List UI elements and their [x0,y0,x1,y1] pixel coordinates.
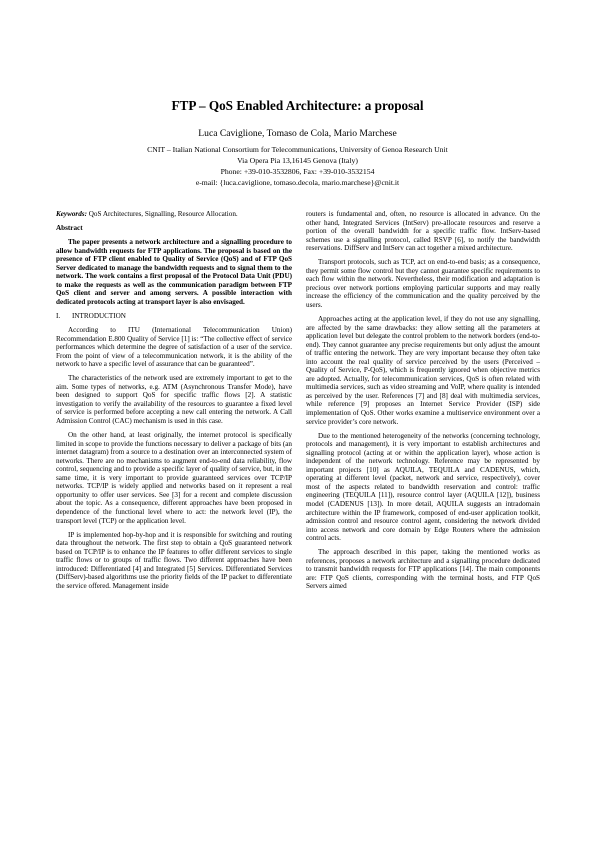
affiliation: CNIT – Italian National Consortium for Telecommunications, University of Genoa Research Unit [147,145,448,154]
section-title: INTRODUCTION [72,311,126,320]
paragraph: Approaches acting at the application level, if they do not use any signalling, are affected by the same drawbacks: they allow setting all the parameters at application level but delegate the control problem to the network borders (end-to-end). They cannot guarantee any precise requirements but only adjust the amount of traffic entering the network. They are very important because they often take into account the real quality of service perceived by the users (Perceived – Quality of Service, P-QoS), which is frequently ignored when objective metrics are adopted. Actually, for telecommunication services, QoS is often related with multimedia services, such as video streaming and VoIP, where quality is intended as perceived by the user. References [7] and [8] deal with multimedia services, while reference [9] proposes an Internet Service Provider (ISP) side implementation of QoS. Other works examine a multiservice environment over a service provider’s core network. [306,315,540,426]
keywords-text: QoS Architectures, Signalling, Resource Allocation. [86,210,238,218]
right-column [306,210,540,596]
keywords [56,210,292,219]
author-list: Luca Caviglione, Tomaso de Cola, Mario Marchese [198,128,397,139]
email-line: e-mail: {luca.caviglione, tomaso.decola, mario.marchese}@cnit.it [195,178,400,187]
abstract-text: The paper presents a network architecture and a signalling procedure to allow bandwidth requests for FTP applications. The proposal is based on the presence of FTP client enabled to Quality of Service (QoS) and of FTP QoS Server dedicated to manage the bandwidth requests and to signal them to the network. The work contains a first proposal of the Protocol Data Unit (PDU) to make the requests as well as the communication paradigm between FTP QoS client and server and among servers. A possible interaction with dedicated protocols acting at transport layer is also envisaged. [56,238,292,306]
left-column [56,210,292,596]
section-heading [56,312,292,321]
paragraph: Due to the mentioned heterogeneity of the networks (concerning technology, protocols and management), it is very important to establish architectures and signalling protocol (acting at or within the application layer), whose action is independent of the network technology. Reference may be represented by important projects [10] as AQUILA, TEQUILA and CADENUS, which, operating at different level (packet, network and service, respectively), cover most of the aspects related to bandwidth reservation and control: traffic engineering (TEQUILA [11]), resource control layer (AQUILA [12]), business model (CADENUS [13]). In more detail, AQUILA suggests an intradomain architecture within the IP framework, composed of end-user application toolkit, admission control and resource control agent, considering the network divided into access network and core domain by Edge Routers where the admission control acts. [306,431,540,543]
abstract-heading: Abstract [56,224,83,233]
paragraph: Transport protocols, such as TCP, act on end-to-end basis; as a consequence, they permit some flow control but they cannot guarantee specific requirements to each flow within the network. Nevertheless, their modification and adaptation is precious over network portions employing particular supports and may really increase the efficiency of the communication and the quality perceived by the users. [306,258,540,309]
paragraph: According to ITU (International Telecommunication Union) Recommendation E.800 Quality of Service [1] is: “The collective effect of service performances which determine the degree of satisfaction of a user of the service. From the point of view of a telecommunication network, it is the ability of the network to have a specific level of assurance that can be guaranteed”. [56,326,292,369]
phone-fax: Phone: +39-010-3532806, Fax: +39-010-3532154 [220,167,375,176]
address: Via Opera Pia 13,16145 Genova (Italy) [237,156,358,165]
section-number: I. [56,311,61,320]
paper-title: FTP – QoS Enabled Architecture: a proposal [171,98,424,113]
paragraph: The characteristics of the network used are extremely important to get to the aim. Some types of networks, e.g. ATM (Asynchronous Transfer Mode), have been designed to support QoS for specific traffic flows [2]. A statistic investigation to verify the availability of the resources to guarantee a fixed level of service is performed before accepting a new call entering the network. A Call Admission Control (CAC) mechanism is used in this case. [56,374,292,425]
paragraph: On the other hand, at least originally, the internet protocol is specifically limited in scope to provide the functions necessary to deliver a package of bits (an internet datagram) from a source to a destination over an interconnected system of networks. There are no mechanisms to augment end-to-end data reliability, flow control, sequencing and to provide a specific layer of quality of service, but, in the same time, it is very important to provide guaranteed services over TCP/IP networks. TCP/IP is widely applied and networks based on it represent a real opportunity to offer user services. See [3] for a recent and complete discussion about the topic. As a consequence, different approaches have been proposed in dependence of the functional level where to act: the network level (IP), the transport level (TCP) or the application level. [56,431,292,525]
paragraph: routers is fundamental and, often, no resource is allocated in advance. On the other hand, Integrated Services (IntServ) pre-allocate resources and reserve a portion of the overall bandwidth for a specific traffic flow. IntServ-based schemes use a signalling protocol, called RSVP [6], to notify the bandwidth reservations. DiffServ and IntServ can act together a mixed architecture. [306,210,540,253]
paragraph: The approach described in this paper, taking the mentioned works as references, proposes a network architecture and a signalling procedure dedicated to transmit bandwidth requests for FTP applications [14]. The main components are: FTP QoS clients, corresponding with the terminal hosts, and FTP QoS Servers aimed [306,548,540,591]
keywords-label: Keywords: [56,210,87,218]
paragraph: IP is implemented hop-by-hop and it is responsible for switching and routing data throughout the network. The first step to obtain a QoS guaranteed network based on TCP/IP is to enhance the IP features to offer different services to single traffic flows or to groups of traffic flows. Two different approaches have been introduced: Differentiated [4] and Integrated [5] Services. Differentiated Services (DiffServ)-based algorithms use the priority fields of the IP packet to differentiate the service offered. Management inside [56,530,292,590]
